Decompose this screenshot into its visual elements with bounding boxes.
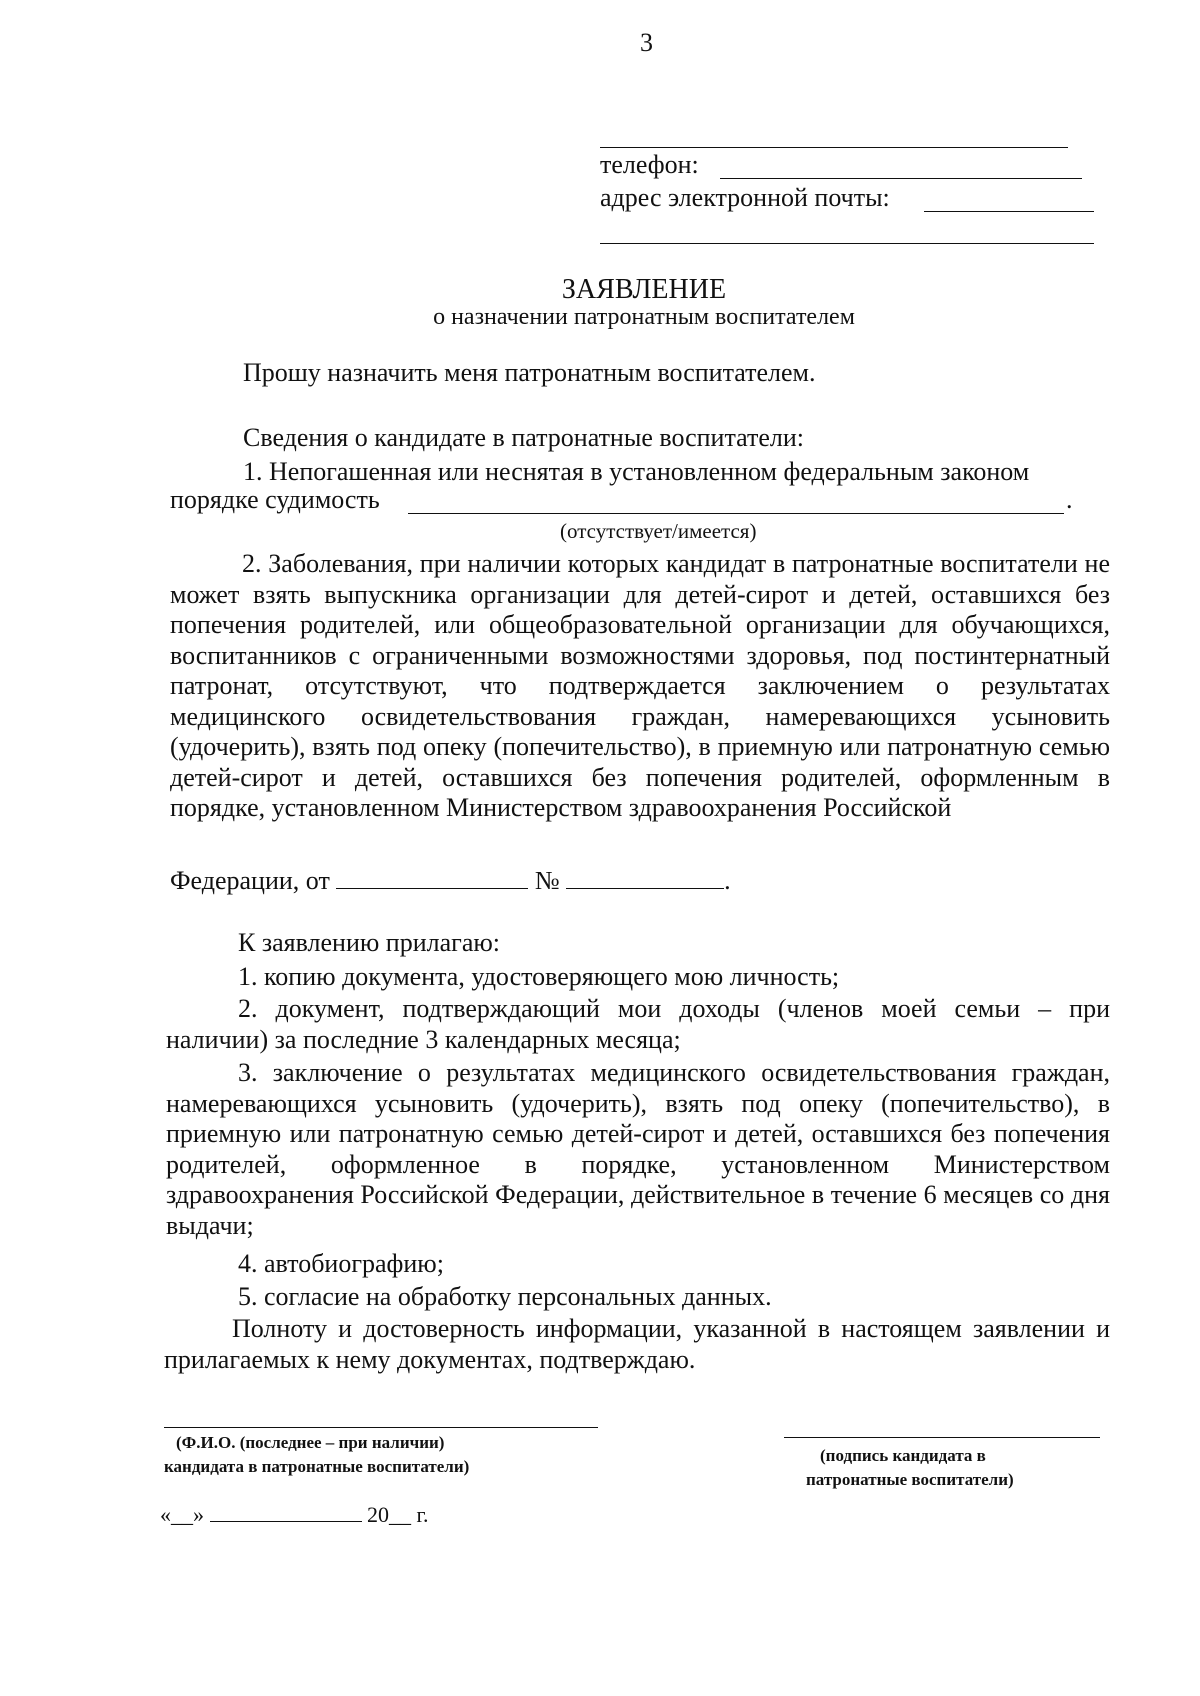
- full-name-caption-1: (Ф.И.О. (последнее – при наличии): [176, 1433, 445, 1452]
- attachment-item-5: 5. согласие на обработку персональных данных.: [238, 1282, 772, 1311]
- medical-conclusion-date-field[interactable]: [336, 868, 528, 889]
- attachment-item-1: 1. копию документа, удостоверяющего мою личность;: [238, 962, 840, 991]
- criminal-record-end: .: [1066, 485, 1073, 514]
- candidate-info-heading: Сведения о кандидате в патронатные воспитатели:: [243, 423, 805, 452]
- full-name-caption-2: кандидата в патронатные воспитатели): [164, 1457, 470, 1476]
- phone-label: телефон:: [600, 150, 699, 179]
- page-number: 3: [640, 28, 653, 57]
- date-line: [160, 1502, 429, 1528]
- criminal-record-hint: (отсутствует/имеется): [560, 519, 757, 543]
- attachments-heading: К заявлению прилагаю:: [238, 928, 501, 957]
- document-subtitle: о назначении патронатным воспитателем: [433, 304, 855, 330]
- criminal-record-field-line[interactable]: [408, 513, 1064, 514]
- diseases-item: [170, 549, 1110, 885]
- medical-conclusion-end: .: [724, 866, 731, 895]
- request-text: Прошу назначить меня патронатным воспитателем.: [243, 358, 816, 387]
- attachment-item-4: 4. автобиографию;: [238, 1249, 444, 1278]
- email-field-line[interactable]: [924, 211, 1094, 212]
- signature-caption-2: патронатные воспитатели): [806, 1470, 1014, 1489]
- document-title: ЗАЯВЛЕНИЕ: [561, 274, 727, 305]
- date-year-suffix: г.: [416, 1502, 429, 1527]
- date-year-field[interactable]: 20__: [367, 1502, 411, 1527]
- criminal-record-item-line1: 1. Непогашенная или неснятая в установленном федеральным законом: [243, 457, 1030, 486]
- medical-conclusion-prefix: Федерации, от: [170, 866, 330, 895]
- signature-caption-1: (подпись кандидата в: [820, 1446, 986, 1465]
- attachment-item-2: 2. документ, подтверждающий мои доходы (членов моей семьи – при наличии) за последние 3 календарных месяца;: [166, 994, 1110, 1054]
- date-day-field[interactable]: «__»: [160, 1502, 204, 1527]
- medical-conclusion-number-field[interactable]: [566, 868, 724, 889]
- number-sign: №: [534, 866, 560, 895]
- header-blank-line-top[interactable]: [600, 147, 1068, 148]
- date-month-field[interactable]: [210, 1503, 362, 1522]
- header-blank-line-bottom[interactable]: [600, 243, 1094, 244]
- diseases-item-text: 2. Заболевания, при наличии которых кандидат в патронатные воспитатели не может взять выпускника организации для детей-сирот и детей, оставшихся без попечения родителей, или общеобразовательной организации для обучающихся, воспитанников с ограниченными возможностями здоровья, под постинтернатный патронат, отсутствуют, что подтверждается заключением о результатах медицинского освидетельствования граждан, намеревающихся усыновить (удочерить), взять под опеку (попечительство), в приемную или патронатную семью детей-сирот и детей, оставшихся без попечения родителей, оформленным в порядке, установленном Министерством здравоохранения Российской: [170, 549, 1110, 822]
- signature-field-line[interactable]: [784, 1437, 1100, 1438]
- full-name-field-line[interactable]: [164, 1427, 598, 1428]
- confirmation-text: Полноту и достоверность информации, указанной в настоящем заявлении и прилагаемых к нему документах, подтверждаю.: [164, 1314, 1110, 1374]
- email-label: адрес электронной почты:: [600, 183, 890, 212]
- attachment-item-3: 3. заключение о результатах медицинского освидетельствования граждан, намеревающихся усыновить (удочерить), взять под опеку (попечительство), в приемную или патронатную семью детей-сирот и детей, оставшихся без попечения родителей, оформленное в порядке, установленном Министерством здравоохранения Российской Федерации, действительное в течение 6 месяцев со дня выдачи;: [166, 1058, 1110, 1240]
- medical-conclusion-line: [170, 866, 731, 896]
- criminal-record-item-line2: порядке судимость: [170, 485, 380, 514]
- phone-field-line[interactable]: [720, 178, 1082, 179]
